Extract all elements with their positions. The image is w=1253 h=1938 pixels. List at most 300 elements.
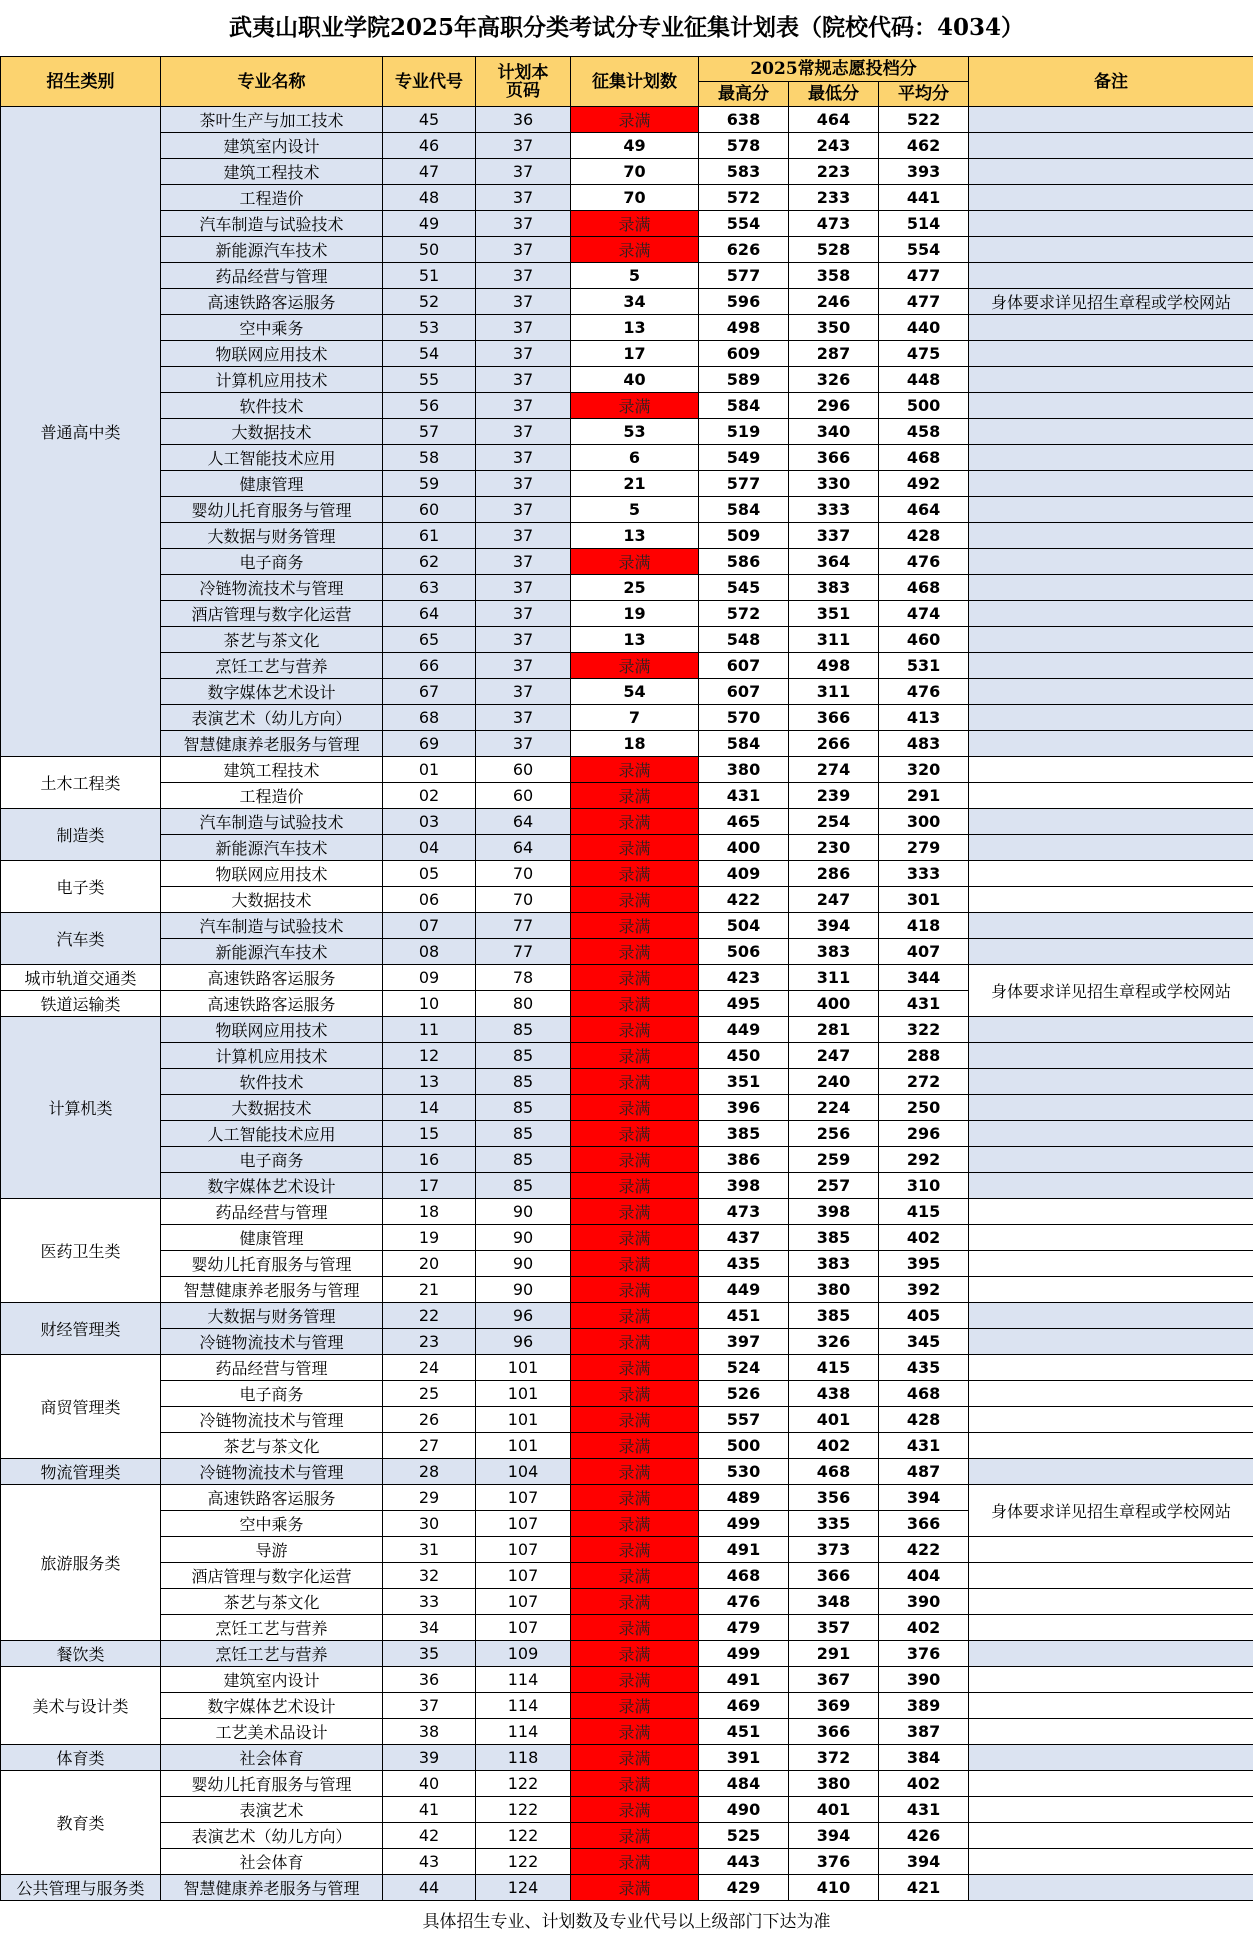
avg-score-cell: 390	[879, 1589, 969, 1615]
category-cell: 教育类	[1, 1771, 161, 1875]
remark-cell	[969, 549, 1253, 575]
remark-cell	[969, 1121, 1253, 1147]
major-name-cell: 酒店管理与数字化运营	[161, 601, 383, 627]
category-cell: 铁道运输类	[1, 991, 161, 1017]
plan-count-cell: 录满	[571, 1199, 699, 1225]
plan-count-cell: 录满	[571, 1849, 699, 1875]
plan-count-cell: 录满	[571, 1095, 699, 1121]
min-score-cell: 223	[789, 159, 879, 185]
plan-count-cell: 录满	[571, 861, 699, 887]
avg-score-cell: 384	[879, 1745, 969, 1771]
category-cell: 计算机类	[1, 1017, 161, 1199]
major-code-cell: 05	[383, 861, 476, 887]
table-row	[1, 1589, 1253, 1615]
max-score-cell: 491	[699, 1667, 789, 1693]
plan-count-cell: 录满	[571, 1719, 699, 1745]
major-name-cell: 冷链物流技术与管理	[161, 575, 383, 601]
major-code-cell: 53	[383, 315, 476, 341]
major-name-cell: 高速铁路客运服务	[161, 991, 383, 1017]
major-name-cell: 建筑工程技术	[161, 757, 383, 783]
major-code-cell: 44	[383, 1875, 476, 1901]
table-row	[1, 783, 1253, 809]
table-row	[1, 575, 1253, 601]
category-cell: 汽车类	[1, 913, 161, 965]
max-score-cell: 596	[699, 289, 789, 315]
remark-cell	[969, 133, 1253, 159]
major-code-cell: 23	[383, 1329, 476, 1355]
table-row	[1, 1823, 1253, 1849]
table-row	[1, 1433, 1253, 1459]
min-score-cell: 256	[789, 1121, 879, 1147]
avg-score-cell: 531	[879, 653, 969, 679]
max-score-cell: 549	[699, 445, 789, 471]
plan-page-cell: 37	[476, 367, 571, 393]
min-score-cell: 410	[789, 1875, 879, 1901]
remark-cell	[969, 237, 1253, 263]
remark-cell	[969, 445, 1253, 471]
plan-count-cell: 录满	[571, 1043, 699, 1069]
remark-cell	[969, 1173, 1253, 1199]
min-score-cell: 372	[789, 1745, 879, 1771]
avg-score-cell: 402	[879, 1615, 969, 1641]
table-row	[1, 627, 1253, 653]
header-plan: 征集计划数	[571, 57, 699, 107]
min-score-cell: 394	[789, 913, 879, 939]
plan-page-cell: 37	[476, 705, 571, 731]
plan-page-cell: 37	[476, 185, 571, 211]
table-row	[1, 939, 1253, 965]
remark-cell	[969, 575, 1253, 601]
max-score-cell: 385	[699, 1121, 789, 1147]
major-code-cell: 22	[383, 1303, 476, 1329]
min-score-cell: 367	[789, 1667, 879, 1693]
plan-count-cell: 录满	[571, 1615, 699, 1641]
table-row	[1, 1615, 1253, 1641]
remark-cell	[969, 1771, 1253, 1797]
plan-page-cell: 90	[476, 1199, 571, 1225]
avg-score-cell: 464	[879, 497, 969, 523]
major-name-cell: 高速铁路客运服务	[161, 1485, 383, 1511]
major-name-cell: 大数据与财务管理	[161, 1303, 383, 1329]
plan-count-cell: 录满	[571, 1147, 699, 1173]
major-code-cell: 19	[383, 1225, 476, 1251]
major-name-cell: 婴幼儿托育服务与管理	[161, 497, 383, 523]
min-score-cell: 464	[789, 107, 879, 133]
plan-count-cell: 录满	[571, 1589, 699, 1615]
category-cell: 电子类	[1, 861, 161, 913]
plan-count-cell: 13	[571, 315, 699, 341]
plan-count-cell: 录满	[571, 1797, 699, 1823]
plan-count-cell: 录满	[571, 1355, 699, 1381]
avg-score-cell: 440	[879, 315, 969, 341]
plan-count-cell: 录满	[571, 1381, 699, 1407]
major-code-cell: 45	[383, 107, 476, 133]
plan-count-cell: 录满	[571, 107, 699, 133]
avg-score-cell: 288	[879, 1043, 969, 1069]
remark-cell	[969, 497, 1253, 523]
plan-page-cell: 37	[476, 393, 571, 419]
major-code-cell: 34	[383, 1615, 476, 1641]
remark-cell	[969, 1095, 1253, 1121]
table-row	[1, 601, 1253, 627]
avg-score-cell: 476	[879, 679, 969, 705]
header-score-group: 2025常规志愿投档分	[699, 57, 969, 82]
plan-count-cell: 6	[571, 445, 699, 471]
avg-score-cell: 431	[879, 1433, 969, 1459]
table-row	[1, 835, 1253, 861]
plan-count-cell: 53	[571, 419, 699, 445]
remark-cell	[969, 1641, 1253, 1667]
min-score-cell: 311	[789, 627, 879, 653]
avg-score-cell: 435	[879, 1355, 969, 1381]
max-score-cell: 422	[699, 887, 789, 913]
major-name-cell: 物联网应用技术	[161, 341, 383, 367]
table-row	[1, 1329, 1253, 1355]
plan-page-cell: 107	[476, 1537, 571, 1563]
major-name-cell: 新能源汽车技术	[161, 237, 383, 263]
major-code-cell: 38	[383, 1719, 476, 1745]
avg-score-cell: 291	[879, 783, 969, 809]
major-name-cell: 烹饪工艺与营养	[161, 1641, 383, 1667]
major-name-cell: 计算机应用技术	[161, 1043, 383, 1069]
min-score-cell: 259	[789, 1147, 879, 1173]
table-row	[1, 1719, 1253, 1745]
table-row	[1, 1693, 1253, 1719]
max-score-cell: 491	[699, 1537, 789, 1563]
avg-score-cell: 292	[879, 1147, 969, 1173]
plan-count-cell: 录满	[571, 1251, 699, 1277]
table-row	[1, 393, 1253, 419]
max-score-cell: 584	[699, 497, 789, 523]
plan-page-cell: 101	[476, 1381, 571, 1407]
major-name-cell: 茶艺与茶文化	[161, 1589, 383, 1615]
major-code-cell: 15	[383, 1121, 476, 1147]
min-score-cell: 348	[789, 1589, 879, 1615]
avg-score-cell: 394	[879, 1849, 969, 1875]
major-name-cell: 社会体育	[161, 1849, 383, 1875]
major-name-cell: 建筑工程技术	[161, 159, 383, 185]
min-score-cell: 401	[789, 1407, 879, 1433]
major-code-cell: 08	[383, 939, 476, 965]
major-code-cell: 18	[383, 1199, 476, 1225]
table-row	[1, 1069, 1253, 1095]
avg-score-cell: 407	[879, 939, 969, 965]
max-score-cell: 473	[699, 1199, 789, 1225]
plan-page-cell: 122	[476, 1797, 571, 1823]
max-score-cell: 504	[699, 913, 789, 939]
min-score-cell: 311	[789, 965, 879, 991]
header-page	[476, 57, 571, 107]
table-row	[1, 1797, 1253, 1823]
max-score-cell: 380	[699, 757, 789, 783]
major-name-cell: 汽车制造与试验技术	[161, 913, 383, 939]
min-score-cell: 350	[789, 315, 879, 341]
category-cell: 城市轨道交通类	[1, 965, 161, 991]
plan-count-cell: 录满	[571, 1823, 699, 1849]
avg-score-cell: 389	[879, 1693, 969, 1719]
avg-score-cell: 441	[879, 185, 969, 211]
major-code-cell: 47	[383, 159, 476, 185]
table-row	[1, 861, 1253, 887]
major-name-cell: 酒店管理与数字化运营	[161, 1563, 383, 1589]
footer-note: 具体招生专业、计划数及专业代号以上级部门下达为准	[422, 1912, 831, 1932]
plan-page-cell: 90	[476, 1225, 571, 1251]
max-score-cell: 449	[699, 1277, 789, 1303]
plan-page-cell: 122	[476, 1823, 571, 1849]
enrollment-plan-table	[0, 56, 1253, 1901]
plan-count-cell: 录满	[571, 1771, 699, 1797]
major-code-cell: 39	[383, 1745, 476, 1771]
min-score-cell: 340	[789, 419, 879, 445]
remark-cell	[969, 159, 1253, 185]
min-score-cell: 380	[789, 1277, 879, 1303]
table-row	[1, 341, 1253, 367]
max-score-cell: 524	[699, 1355, 789, 1381]
category-cell: 普通高中类	[1, 107, 161, 757]
max-score-cell: 557	[699, 1407, 789, 1433]
major-code-cell: 46	[383, 133, 476, 159]
max-score-cell: 468	[699, 1563, 789, 1589]
remark-cell	[969, 1875, 1253, 1901]
plan-page-cell: 77	[476, 939, 571, 965]
max-score-cell: 351	[699, 1069, 789, 1095]
min-score-cell: 296	[789, 393, 879, 419]
min-score-cell: 311	[789, 679, 879, 705]
min-score-cell: 468	[789, 1459, 879, 1485]
remark-cell	[969, 341, 1253, 367]
avg-score-cell: 514	[879, 211, 969, 237]
table-row	[1, 1303, 1253, 1329]
avg-score-cell: 500	[879, 393, 969, 419]
category-cell: 医药卫生类	[1, 1199, 161, 1303]
max-score-cell: 386	[699, 1147, 789, 1173]
major-code-cell: 64	[383, 601, 476, 627]
remark-cell	[969, 1719, 1253, 1745]
major-name-cell: 新能源汽车技术	[161, 835, 383, 861]
avg-score-cell: 393	[879, 159, 969, 185]
table-row	[1, 1407, 1253, 1433]
table-row	[1, 107, 1253, 133]
plan-page-cell: 37	[476, 315, 571, 341]
min-score-cell: 287	[789, 341, 879, 367]
major-code-cell: 63	[383, 575, 476, 601]
plan-count-cell: 录满	[571, 965, 699, 991]
remark-cell	[969, 1251, 1253, 1277]
table-row	[1, 1667, 1253, 1693]
max-score-cell: 607	[699, 653, 789, 679]
min-score-cell: 240	[789, 1069, 879, 1095]
remark-cell	[969, 1797, 1253, 1823]
major-name-cell: 烹饪工艺与营养	[161, 653, 383, 679]
plan-page-cell: 37	[476, 653, 571, 679]
major-name-cell: 建筑室内设计	[161, 133, 383, 159]
max-score-cell: 451	[699, 1719, 789, 1745]
plan-count-cell: 7	[571, 705, 699, 731]
avg-score-cell: 483	[879, 731, 969, 757]
remark-cell	[969, 1069, 1253, 1095]
plan-page-cell: 37	[476, 445, 571, 471]
plan-page-cell: 37	[476, 237, 571, 263]
major-name-cell: 智慧健康养老服务与管理	[161, 1277, 383, 1303]
min-score-cell: 266	[789, 731, 879, 757]
major-code-cell: 56	[383, 393, 476, 419]
remark-cell	[969, 1017, 1253, 1043]
min-score-cell: 247	[789, 887, 879, 913]
table-row	[1, 289, 1253, 315]
major-code-cell: 62	[383, 549, 476, 575]
avg-score-cell: 487	[879, 1459, 969, 1485]
max-score-cell: 584	[699, 393, 789, 419]
major-code-cell: 16	[383, 1147, 476, 1173]
major-name-cell: 导游	[161, 1537, 383, 1563]
header-max: 最高分	[699, 82, 789, 107]
plan-page-cell: 70	[476, 887, 571, 913]
min-score-cell: 415	[789, 1355, 879, 1381]
major-name-cell: 新能源汽车技术	[161, 939, 383, 965]
major-code-cell: 36	[383, 1667, 476, 1693]
plan-count-cell: 17	[571, 341, 699, 367]
major-code-cell: 60	[383, 497, 476, 523]
remark-cell	[969, 1537, 1253, 1563]
major-name-cell: 电子商务	[161, 549, 383, 575]
major-code-cell: 25	[383, 1381, 476, 1407]
max-score-cell: 499	[699, 1641, 789, 1667]
max-score-cell: 490	[699, 1797, 789, 1823]
major-code-cell: 17	[383, 1173, 476, 1199]
table-row	[1, 237, 1253, 263]
table-row	[1, 1563, 1253, 1589]
major-name-cell: 表演艺术（幼儿方向）	[161, 1823, 383, 1849]
plan-count-cell: 19	[571, 601, 699, 627]
plan-page-cell: 77	[476, 913, 571, 939]
major-name-cell: 工艺美术品设计	[161, 1719, 383, 1745]
min-score-cell: 326	[789, 1329, 879, 1355]
remark-cell	[969, 367, 1253, 393]
min-score-cell: 247	[789, 1043, 879, 1069]
plan-page-cell: 37	[476, 263, 571, 289]
major-name-cell: 汽车制造与试验技术	[161, 809, 383, 835]
major-name-cell: 空中乘务	[161, 315, 383, 341]
remark-cell	[969, 1667, 1253, 1693]
avg-score-cell: 344	[879, 965, 969, 991]
major-name-cell: 数字媒体艺术设计	[161, 1693, 383, 1719]
table-row	[1, 133, 1253, 159]
category-cell: 旅游服务类	[1, 1485, 161, 1641]
plan-page-cell: 85	[476, 1173, 571, 1199]
avg-score-cell: 415	[879, 1199, 969, 1225]
remark-cell	[969, 783, 1253, 809]
major-code-cell: 59	[383, 471, 476, 497]
remark-cell	[969, 1225, 1253, 1251]
min-score-cell: 380	[789, 1771, 879, 1797]
plan-page-cell: 37	[476, 549, 571, 575]
table-row	[1, 1745, 1253, 1771]
plan-count-cell: 录满	[571, 1433, 699, 1459]
max-score-cell: 578	[699, 133, 789, 159]
max-score-cell: 499	[699, 1511, 789, 1537]
min-score-cell: 385	[789, 1303, 879, 1329]
min-score-cell: 233	[789, 185, 879, 211]
table-row	[1, 523, 1253, 549]
table-row	[1, 159, 1253, 185]
avg-score-cell: 402	[879, 1225, 969, 1251]
min-score-cell: 383	[789, 939, 879, 965]
remark-cell	[969, 1407, 1253, 1433]
plan-count-cell: 录满	[571, 549, 699, 575]
remark-cell	[969, 1849, 1253, 1875]
plan-count-cell: 录满	[571, 1563, 699, 1589]
remark-cell	[969, 1459, 1253, 1485]
avg-score-cell: 475	[879, 341, 969, 367]
remark-cell	[969, 861, 1253, 887]
plan-count-cell: 录满	[571, 887, 699, 913]
min-score-cell: 254	[789, 809, 879, 835]
table-row	[1, 211, 1253, 237]
plan-page-cell: 96	[476, 1303, 571, 1329]
plan-count-cell: 54	[571, 679, 699, 705]
max-score-cell: 519	[699, 419, 789, 445]
plan-count-cell: 录满	[571, 835, 699, 861]
max-score-cell: 484	[699, 1771, 789, 1797]
major-code-cell: 26	[383, 1407, 476, 1433]
max-score-cell: 498	[699, 315, 789, 341]
major-name-cell: 汽车制造与试验技术	[161, 211, 383, 237]
table-row	[1, 1849, 1253, 1875]
max-score-cell: 437	[699, 1225, 789, 1251]
avg-score-cell: 301	[879, 887, 969, 913]
major-code-cell: 40	[383, 1771, 476, 1797]
max-score-cell: 577	[699, 471, 789, 497]
major-name-cell: 智慧健康养老服务与管理	[161, 731, 383, 757]
table-body	[1, 107, 1253, 1901]
avg-score-cell: 320	[879, 757, 969, 783]
table-row	[1, 1173, 1253, 1199]
avg-score-cell: 272	[879, 1069, 969, 1095]
remark-cell	[969, 601, 1253, 627]
plan-page-cell: 109	[476, 1641, 571, 1667]
plan-page-cell: 107	[476, 1589, 571, 1615]
major-name-cell: 建筑室内设计	[161, 1667, 383, 1693]
table-row	[1, 445, 1253, 471]
table-row	[1, 549, 1253, 575]
plan-page-cell: 122	[476, 1849, 571, 1875]
plan-page-cell: 37	[476, 419, 571, 445]
major-code-cell: 03	[383, 809, 476, 835]
table-row	[1, 1225, 1253, 1251]
remark-cell	[969, 107, 1253, 133]
major-code-cell: 42	[383, 1823, 476, 1849]
max-score-cell: 476	[699, 1589, 789, 1615]
plan-page-cell: 37	[476, 627, 571, 653]
min-score-cell: 528	[789, 237, 879, 263]
min-score-cell: 366	[789, 1719, 879, 1745]
avg-score-cell: 460	[879, 627, 969, 653]
major-name-cell: 物联网应用技术	[161, 861, 383, 887]
header-major: 专业名称	[161, 57, 383, 107]
major-code-cell: 12	[383, 1043, 476, 1069]
major-code-cell: 43	[383, 1849, 476, 1875]
table-row	[1, 1875, 1253, 1901]
max-score-cell: 572	[699, 185, 789, 211]
major-code-cell: 65	[383, 627, 476, 653]
min-score-cell: 438	[789, 1381, 879, 1407]
avg-score-cell: 322	[879, 1017, 969, 1043]
min-score-cell: 398	[789, 1199, 879, 1225]
plan-page-cell: 107	[476, 1563, 571, 1589]
plan-count-cell: 录满	[571, 1017, 699, 1043]
plan-page-cell: 107	[476, 1511, 571, 1537]
major-name-cell: 高速铁路客运服务	[161, 965, 383, 991]
